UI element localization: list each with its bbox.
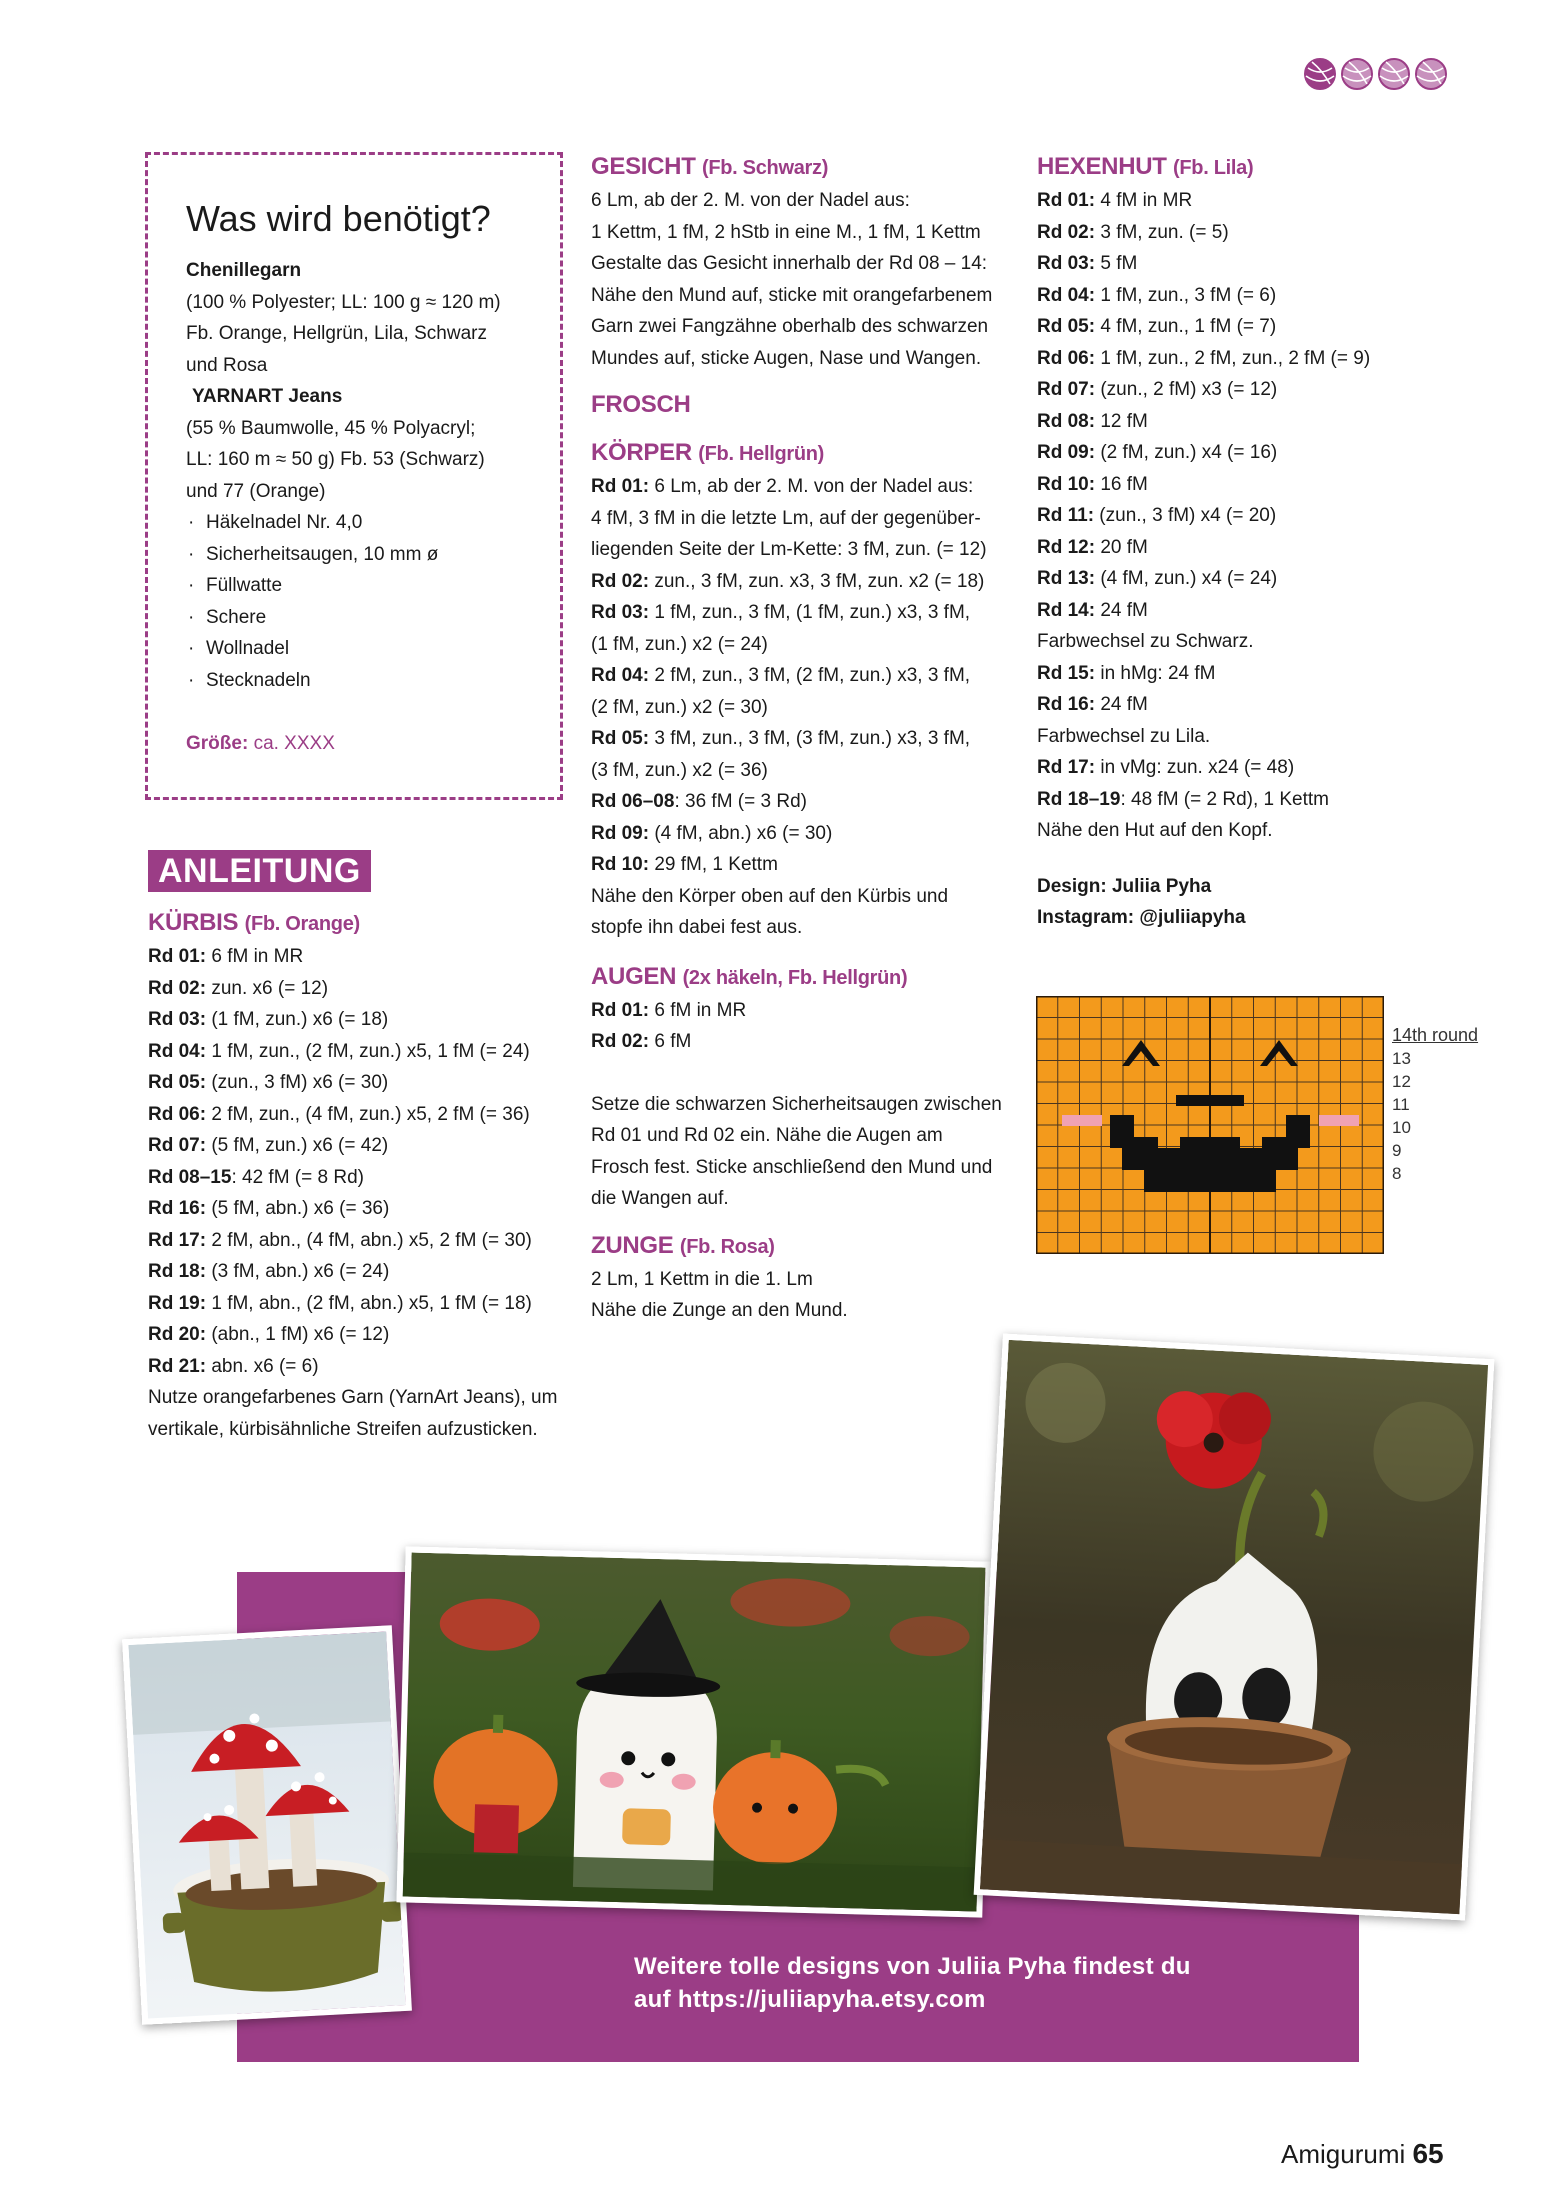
- pattern-row: [591, 995, 1021, 1027]
- row-label: Rd 07:: [1037, 379, 1096, 400]
- row-label: Rd 18:: [148, 1261, 207, 1282]
- row-label: Rd 06:: [148, 1103, 207, 1125]
- list-item: · Stecknadeln: [186, 665, 540, 697]
- row-label: Rd 01:: [148, 946, 207, 967]
- row-text: 6 fM: [649, 1031, 692, 1052]
- pattern-row: [591, 1026, 1021, 1058]
- pattern-row: [1037, 280, 1477, 312]
- pattern-row: [1037, 217, 1477, 249]
- row-text: liegenden Seite der Lm-Kette: 3 fM, zun. (= 12): [591, 539, 987, 560]
- pattern-row: [1037, 784, 1477, 816]
- row-text: : 48 fM (= 2 Rd), 1 Kettm: [1120, 788, 1329, 810]
- footer-title: Amigurumi: [1281, 2139, 1406, 2169]
- yarn2-desc-2: LL: 160 m ≈ 50 g) Fb. 53 (Schwarz): [186, 449, 485, 470]
- round-label: 11: [1392, 1095, 1410, 1114]
- round-label: 14th round: [1392, 1025, 1479, 1045]
- column-2: [591, 150, 1021, 1327]
- row-text: (abn., 1 fM) x6 (= 12): [206, 1324, 390, 1345]
- row-text: 2 fM, zun., 3 fM, (2 fM, zun.) x3, 3 fM,: [649, 665, 971, 686]
- row-text: 2 fM, abn., (4 fM, abn.) x5, 2 fM (= 30): [206, 1229, 532, 1251]
- augen-note: Setze die schwarzen Sicherheitsaugen zwischen: [591, 1093, 1002, 1115]
- list-item: · Wollnadel: [186, 633, 540, 665]
- pattern-row: [1037, 248, 1477, 280]
- kuerbis-title: KÜRBIS: [148, 909, 239, 936]
- column-3: [1037, 150, 1477, 934]
- skull-pot-photo: [974, 1334, 1495, 1921]
- row-label: Rd 08:: [1037, 410, 1096, 432]
- size-label: Größe:: [186, 733, 249, 754]
- kuerbis-note-2: vertikale, kürbisähnliche Streifen aufzusticken.: [148, 1418, 538, 1440]
- pattern-row: [591, 881, 1021, 913]
- kuerbis-note-1: Nutze orangefarbenes Garn (YarnArt Jeans), um: [148, 1387, 558, 1408]
- row-label: Rd 21:: [148, 1355, 207, 1377]
- row-text: (zun., 3 fM) x6 (= 30): [206, 1072, 389, 1093]
- pattern-row: [591, 818, 1021, 850]
- gesicht-line: Gestalte das Gesicht innerhalb der Rd 08 – 14:: [591, 253, 988, 274]
- promo-line-1: Weitere tolle designs von Juliia Pyha findest du: [634, 1953, 1191, 1980]
- right-cheek-icon: [1319, 1115, 1359, 1126]
- row-text: (5 fM, abn.) x6 (= 36): [206, 1198, 390, 1219]
- row-text: zun., 3 fM, zun. x3, 3 fM, zun. x2 (= 18): [649, 570, 985, 592]
- page-number: 65: [1412, 2138, 1444, 2169]
- row-label: Rd 01:: [1037, 190, 1096, 211]
- pattern-row: [148, 1067, 568, 1099]
- augen-note: die Wangen auf.: [591, 1188, 729, 1209]
- row-label: Rd 19:: [148, 1292, 207, 1314]
- kuerbis-section: [148, 906, 568, 1445]
- row-label: Rd 03:: [1037, 253, 1096, 274]
- row-text: Nähe den Körper oben auf den Kürbis und: [591, 885, 949, 907]
- anleitung-block: [148, 850, 371, 892]
- row-label: Rd 07:: [148, 1135, 207, 1156]
- pattern-row: [591, 786, 1021, 818]
- yarn1-name: Chenillegarn: [186, 260, 302, 281]
- row-text: (3 fM, zun.) x2 (= 36): [591, 759, 768, 781]
- pattern-row: [591, 849, 1021, 881]
- yarn1-desc-1: (100 % Polyester; LL: 100 g ≈ 120 m): [186, 291, 501, 313]
- row-label: Rd 17:: [148, 1229, 207, 1251]
- tools-list: [186, 507, 540, 696]
- round-label: 12: [1392, 1072, 1411, 1091]
- pattern-row: [1037, 437, 1477, 469]
- zunge-line: 2 Lm, 1 Kettm in die 1. Lm: [591, 1268, 813, 1290]
- anleitung-heading: ANLEITUNG: [148, 850, 371, 892]
- row-label: Rd 14:: [1037, 599, 1096, 621]
- row-label: Rd 06:: [1037, 347, 1096, 369]
- page-footer: [1281, 2138, 1444, 2170]
- row-text: stopfe ihn dabei fest aus.: [591, 917, 803, 938]
- pattern-row: [591, 503, 1021, 535]
- gesicht-line: 1 Kettm, 1 fM, 2 hStb in eine M., 1 fM, 1 Kettm: [591, 221, 981, 243]
- row-label: Rd 05:: [1037, 316, 1096, 337]
- augen-note: Rd 01 und Rd 02 ein. Nähe die Augen am: [591, 1125, 943, 1146]
- koerper-rows: [591, 471, 1021, 944]
- gesicht-line: Garn zwei Fangzähne oberhalb des schwarzen: [591, 316, 989, 337]
- size-value: ca. XXXX: [253, 733, 335, 754]
- pattern-row: [591, 692, 1021, 724]
- row-text: 3 fM, zun., 3 fM, (3 fM, zun.) x3, 3 fM,: [649, 728, 971, 749]
- mushroom-photo: [122, 1625, 412, 2025]
- round-label: 10: [1392, 1118, 1411, 1137]
- row-text: 1 fM, abn., (2 fM, abn.) x5, 1 fM (= 18): [206, 1292, 532, 1314]
- row-label: Rd 04:: [1037, 284, 1096, 306]
- zunge-title: ZUNGE: [591, 1231, 674, 1259]
- row-label: Rd 02:: [591, 1031, 650, 1052]
- pattern-row: [1037, 185, 1477, 217]
- row-label: Rd 16:: [148, 1198, 207, 1219]
- size-line: [186, 728, 540, 760]
- row-text: Nähe den Hut auf den Kopf.: [1037, 820, 1273, 841]
- row-text: 5 fM: [1095, 253, 1138, 274]
- row-label: Rd 13:: [1037, 568, 1096, 589]
- yarn2-name: YARNART Jeans: [192, 386, 343, 407]
- pattern-row: [148, 1193, 568, 1225]
- pattern-row: [148, 973, 568, 1005]
- augen-title: AUGEN: [591, 962, 677, 990]
- row-text: 4 fM in MR: [1095, 190, 1193, 211]
- row-text: in hMg: 24 fM: [1095, 662, 1216, 684]
- gesicht-line: 6 Lm, ab der 2. M. von der Nadel aus:: [591, 190, 910, 211]
- row-label: Rd 02:: [591, 570, 650, 592]
- pattern-row: [1037, 815, 1477, 847]
- pattern-row: [1037, 752, 1477, 784]
- round-label: 13: [1392, 1049, 1411, 1068]
- pattern-row: [591, 723, 1021, 755]
- pattern-row: [591, 660, 1021, 692]
- row-text: 1 fM, zun., 3 fM, (1 fM, zun.) x3, 3 fM,: [649, 602, 971, 623]
- row-text: abn. x6 (= 6): [206, 1355, 319, 1377]
- row-text: 12 fM: [1095, 410, 1148, 432]
- pattern-row: [1037, 563, 1477, 595]
- pattern-row: [1037, 689, 1477, 721]
- row-text: 3 fM, zun. (= 5): [1095, 221, 1229, 243]
- row-label: Rd 04:: [591, 665, 650, 686]
- list-item: · Häkelnadel Nr. 4,0: [186, 507, 540, 539]
- pattern-row: [1037, 374, 1477, 406]
- row-text: 20 fM: [1095, 536, 1148, 558]
- row-label: Rd 01:: [591, 999, 650, 1021]
- koerper-heading: [591, 436, 1021, 471]
- row-text: 24 fM: [1095, 694, 1148, 715]
- row-text: (3 fM, abn.) x6 (= 24): [206, 1261, 390, 1282]
- pattern-row: [148, 1225, 568, 1257]
- row-text: (1 fM, zun.) x6 (= 18): [206, 1009, 389, 1030]
- augen-note: Frosch fest. Sticke anschließend den Mund und: [591, 1156, 993, 1178]
- yarn1-desc-3: und Rosa: [186, 354, 268, 376]
- pattern-row: [148, 1319, 568, 1351]
- pattern-row: [148, 1099, 568, 1131]
- list-item: · Sicherheitsaugen, 10 mm ø: [186, 539, 540, 571]
- pattern-row: [591, 566, 1021, 598]
- row-text: zun. x6 (= 12): [206, 977, 329, 999]
- gesicht-line: Mundes auf, sticke Augen, Nase und Wangen.: [591, 347, 982, 369]
- design-credit: Design: Juliia Pyha: [1037, 875, 1212, 897]
- row-label: Rd 11:: [1037, 505, 1095, 526]
- row-label: Rd 17:: [1037, 757, 1096, 778]
- koerper-sub: (Fb. Hellgrün): [698, 443, 825, 465]
- kuerbis-rows: [148, 941, 568, 1382]
- pattern-row: [148, 1351, 568, 1383]
- row-text: 24 fM: [1095, 599, 1148, 621]
- pattern-row: [1037, 500, 1477, 532]
- pattern-row: [1037, 532, 1477, 564]
- row-label: Rd 03:: [148, 1009, 207, 1030]
- row-text: : 42 fM (= 8 Rd): [231, 1166, 364, 1188]
- pattern-row: [1037, 626, 1477, 658]
- pattern-row: [1037, 658, 1477, 690]
- row-label: Rd 04:: [148, 1040, 207, 1062]
- row-text: 1 fM, zun., 3 fM (= 6): [1095, 284, 1277, 306]
- pattern-row: [148, 1036, 568, 1068]
- yarn-balls-icon: [1302, 56, 1450, 92]
- row-label: Rd 16:: [1037, 694, 1096, 715]
- row-text: in vMg: zun. x24 (= 48): [1095, 757, 1295, 778]
- row-label: Rd 10:: [591, 854, 650, 875]
- row-text: 2 fM, zun., (4 fM, zun.) x5, 2 fM (= 36): [206, 1103, 530, 1125]
- chart-round-labels: [1392, 1024, 1478, 1185]
- pattern-row: [148, 1256, 568, 1288]
- row-text: 1 fM, zun., 2 fM, zun., 2 fM (= 9): [1095, 347, 1371, 369]
- list-item: · Schere: [186, 602, 540, 634]
- hexenhut-heading: [1037, 150, 1477, 185]
- row-text: 1 fM, zun., (2 fM, zun.) x5, 1 fM (= 24): [206, 1040, 530, 1062]
- augen-sub: (2x häkeln, Fb. Hellgrün): [682, 966, 908, 989]
- row-text: 6 fM in MR: [206, 946, 304, 967]
- promo-line-2: auf https://juliiapyha.etsy.com: [634, 1986, 986, 2013]
- row-text: (4 fM, abn.) x6 (= 30): [649, 822, 833, 844]
- row-text: (zun., 3 fM) x4 (= 20): [1094, 505, 1277, 526]
- row-text: Farbwechsel zu Lila.: [1037, 725, 1211, 747]
- pattern-row: [148, 1162, 568, 1194]
- yarn1-desc-2: Fb. Orange, Hellgrün, Lila, Schwarz: [186, 323, 487, 344]
- left-cheek-icon: [1062, 1115, 1102, 1126]
- yarn2-desc-1: (55 % Baumwolle, 45 % Polyacryl;: [186, 417, 476, 439]
- pattern-row: [591, 912, 1021, 944]
- hexenhut-sub: (Fb. Lila): [1173, 157, 1254, 179]
- row-text: 29 fM, 1 Kettm: [649, 854, 778, 875]
- augen-heading: [591, 960, 1021, 995]
- pattern-row: [1037, 469, 1477, 501]
- zunge-heading: [591, 1229, 1021, 1264]
- pattern-row: [591, 471, 1021, 503]
- gesicht-sub: (Fb. Schwarz): [701, 157, 829, 179]
- pattern-row: [1037, 311, 1477, 343]
- promo-text: [634, 1950, 1194, 2016]
- row-label: Rd 02:: [1037, 221, 1096, 243]
- row-text: (5 fM, zun.) x6 (= 42): [206, 1135, 389, 1156]
- row-label: Rd 10:: [1037, 473, 1096, 495]
- pattern-row: [1037, 721, 1477, 753]
- row-label: Rd 08–15: [148, 1166, 232, 1188]
- row-text: (1 fM, zun.) x2 (= 24): [591, 633, 768, 655]
- row-text: 4 fM, zun., 1 fM (= 7): [1095, 316, 1277, 337]
- row-text: 16 fM: [1095, 473, 1148, 495]
- gesicht-line: Nähe den Mund auf, sticke mit orangefarbenem: [591, 284, 993, 306]
- face-grid: [1036, 996, 1384, 1254]
- kuerbis-sub: (Fb. Orange): [244, 913, 360, 935]
- row-label: Rd 15:: [1037, 662, 1096, 684]
- row-text: : 36 fM (= 3 Rd): [674, 791, 807, 812]
- row-text: (zun., 2 fM) x3 (= 12): [1095, 379, 1278, 400]
- pattern-row: [1037, 406, 1477, 438]
- row-label: Rd 05:: [148, 1072, 207, 1093]
- pattern-row: [148, 941, 568, 973]
- row-label: Rd 09:: [1037, 442, 1096, 463]
- instagram-credit: Instagram: @juliiapyha: [1037, 907, 1246, 928]
- row-text: (2 fM, zun.) x2 (= 30): [591, 696, 768, 718]
- row-text: (2 fM, zun.) x4 (= 16): [1095, 442, 1278, 463]
- row-text: (4 fM, zun.) x4 (= 24): [1095, 568, 1278, 589]
- zunge-line: Nähe die Zunge an den Mund.: [591, 1300, 848, 1321]
- row-label: Rd 03:: [591, 602, 650, 623]
- gesicht-title: GESICHT: [591, 153, 696, 180]
- row-label: Rd 06–08: [591, 791, 675, 812]
- row-label: Rd 18–19: [1037, 788, 1121, 810]
- row-label: Rd 02:: [148, 977, 207, 999]
- pattern-row: [591, 534, 1021, 566]
- koerper-title: KÖRPER: [591, 439, 692, 466]
- pumpkin-ghost-photo: [396, 1546, 991, 1917]
- row-label: Rd 09:: [591, 822, 650, 844]
- pattern-row: [148, 1288, 568, 1320]
- augen-rows: [591, 995, 1021, 1058]
- materials-box: [145, 152, 563, 800]
- pattern-row: [148, 1130, 568, 1162]
- row-text: 6 fM in MR: [649, 999, 747, 1021]
- row-text: Farbwechsel zu Schwarz.: [1037, 631, 1254, 652]
- pattern-row: [591, 597, 1021, 629]
- list-item: · Füllwatte: [186, 570, 540, 602]
- hexenhut-rows: [1037, 185, 1477, 847]
- row-label: Rd 05:: [591, 728, 650, 749]
- kuerbis-heading: [148, 906, 568, 941]
- pattern-row: [1037, 595, 1477, 627]
- round-label: 9: [1392, 1141, 1402, 1160]
- row-text: 4 fM, 3 fM in die letzte Lm, auf der gegenüber-: [591, 507, 981, 529]
- hexenhut-title: HEXENHUT: [1037, 153, 1167, 180]
- pattern-row: [591, 755, 1021, 787]
- zunge-sub: (Fb. Rosa): [679, 1235, 775, 1258]
- row-label: Rd 01:: [591, 476, 650, 497]
- face-chart: [1036, 996, 1498, 1254]
- row-label: Rd 12:: [1037, 536, 1096, 558]
- row-text: 6 Lm, ab der 2. M. von der Nadel aus:: [649, 476, 974, 497]
- pattern-row: [1037, 343, 1477, 375]
- row-label: Rd 20:: [148, 1324, 207, 1345]
- gesicht-heading: [591, 150, 1021, 185]
- pattern-row: [591, 629, 1021, 661]
- round-label: 8: [1392, 1164, 1402, 1183]
- nose-icon: [1176, 1095, 1244, 1106]
- pattern-row: [148, 1004, 568, 1036]
- materials-title: Was wird benötigt?: [186, 198, 491, 239]
- yarn2-desc-3: und 77 (Orange): [186, 480, 326, 502]
- frosch-heading: FROSCH: [591, 391, 691, 418]
